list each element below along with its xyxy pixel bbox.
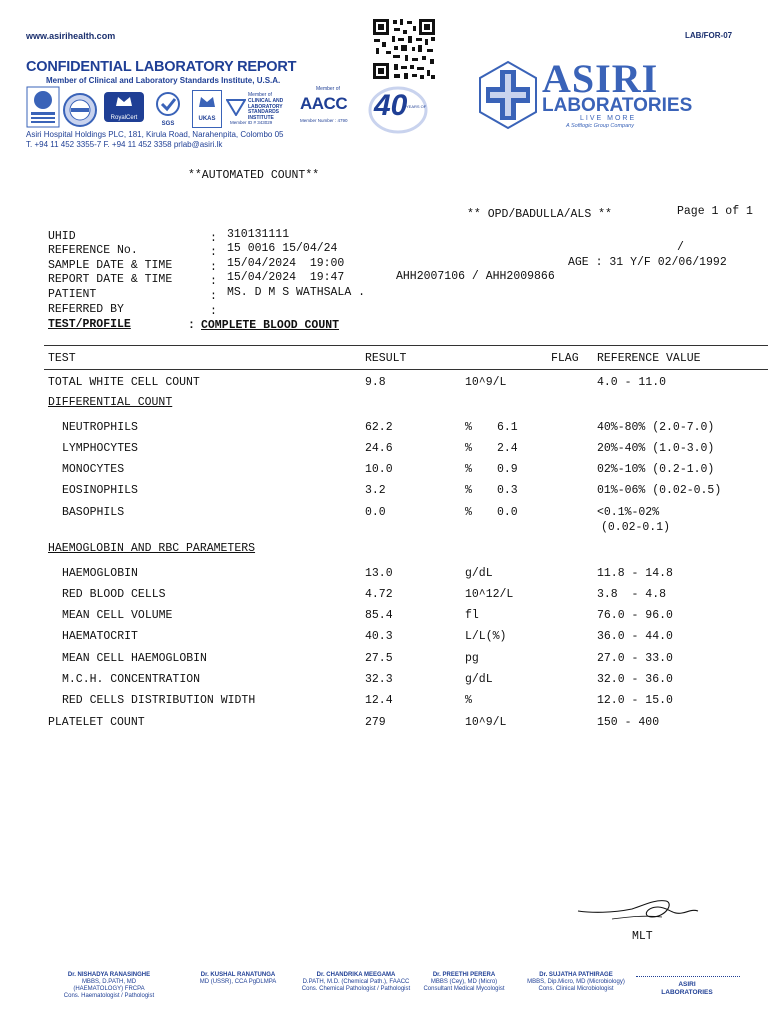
aacc-member-no: Member Number : 4790 — [300, 118, 348, 123]
footer-rule — [636, 976, 740, 977]
reference-value: 4.0 - 11.0 — [597, 376, 667, 389]
doctor-qualification: Cons. Haematologist / Pathologist — [63, 993, 155, 999]
clsi-member-id: Member ID # 343029 — [230, 120, 273, 125]
result-unit: % — [465, 694, 472, 707]
clsi-member-label: Member of — [248, 92, 272, 98]
column-test: TEST — [48, 352, 76, 365]
result-unit: % — [465, 463, 472, 476]
aacc-badge — [294, 86, 358, 126]
doctor-qualification: MD (USSR), CCA PgDLMPA — [199, 979, 277, 985]
field-colon: : — [210, 290, 217, 303]
aacc-label: AACC — [300, 94, 348, 113]
doctor-signature-block — [298, 972, 414, 993]
reference-value: 12.0 - 15.0 — [597, 694, 673, 707]
table-top-divider — [44, 345, 768, 346]
test-name: MONOCYTES — [62, 463, 125, 476]
sgs-label: SGS — [161, 121, 175, 127]
test-profile-colon: : — [188, 319, 195, 332]
footer-brand-sub: LABORATORIES — [661, 989, 713, 996]
test-name: LYMPHOCYTES — [62, 442, 138, 455]
royalcert-label: RoyalCert — [110, 115, 138, 121]
test-name: MEAN CELL HAEMOGLOBIN — [62, 652, 207, 665]
section-heading: DIFFERENTIAL COUNT — [48, 396, 173, 409]
field-value: MS. D M S WATHSALA . — [227, 286, 366, 299]
slash-mark: / — [677, 241, 684, 254]
address-line: Asiri Hospital Holdings PLC, 181, Kirula Road, Narahenpita, Colombo 05 — [26, 130, 284, 139]
field-value: 15/04/2024 19:00 — [227, 257, 345, 270]
field-value: 15/04/2024 19:47 — [227, 271, 345, 284]
reference-value: 76.0 - 96.0 — [597, 609, 673, 622]
result-unit: pg — [465, 652, 479, 665]
result-value: 0.0 — [365, 506, 386, 519]
field-colon: : — [210, 232, 217, 245]
royalcert-badge — [104, 92, 144, 122]
doctor-name: Dr. PREETHI PERERA — [432, 972, 496, 978]
clsi-label: CLINICAL AND LABORATORY STANDARDS INSTITUTE — [248, 98, 284, 121]
reference-value: <0.1%-02% — [597, 506, 660, 519]
ahh-numbers: AHH2007106 / AHH2009866 — [396, 270, 555, 283]
result-value: 3.2 — [365, 484, 386, 497]
doctor-qualification: Cons. Chemical Pathologist / Pathologist — [301, 986, 411, 992]
patient-age: AGE : 31 Y/F 02/06/1992 — [568, 256, 727, 269]
result-value: 9.8 — [365, 376, 386, 389]
result-unit: fl — [465, 609, 479, 622]
field-label: REFERENCE No. — [48, 244, 138, 257]
absolute-count: 2.4 — [497, 442, 518, 455]
doctor-qualification: Cons. Clinical Microbiologist — [538, 986, 614, 992]
result-value: 10.0 — [365, 463, 393, 476]
sgs-check-icon — [148, 92, 188, 116]
result-unit: % — [465, 506, 472, 519]
test-name: RED CELLS DISTRIBUTION WIDTH — [62, 694, 256, 707]
doctor-name: Dr. NISHADYA RANASINGHE — [67, 972, 151, 978]
doctor-qualification: MBBS, D.PATH, MD (HAEMATOLOGY) FRCPA — [73, 979, 145, 992]
reference-value: 150 - 400 — [597, 716, 660, 729]
ukas-crown-icon — [193, 91, 221, 111]
result-value: 27.5 — [365, 652, 393, 665]
aacc-member-label: Member of — [316, 86, 340, 92]
result-unit: 10^12/L — [465, 588, 514, 601]
field-value: 310131111 — [227, 228, 290, 241]
result-value: 32.3 — [365, 673, 393, 686]
forty-years-badge — [366, 84, 430, 134]
reference-value: 01%-06% (0.02-0.5) — [597, 484, 722, 497]
form-code: LAB/FOR-07 — [685, 31, 733, 40]
test-name: EOSINOPHILS — [62, 484, 138, 497]
test-name: NEUTROPHILS — [62, 421, 138, 434]
field-label: PATIENT — [48, 288, 97, 301]
result-unit: 10^9/L — [465, 376, 507, 389]
reference-value: 32.0 - 36.0 — [597, 673, 673, 686]
reference-value: 11.8 - 14.8 — [597, 567, 673, 580]
reference-value-line2: (0.02-0.1) — [601, 521, 671, 534]
absolute-count: 0.3 — [497, 484, 518, 497]
field-value: 15 0016 15/04/24 — [227, 242, 338, 255]
ukas-label: UKAS — [198, 116, 216, 122]
result-unit: % — [465, 421, 472, 434]
test-name: M.C.H. CONCENTRATION — [62, 673, 201, 686]
field-colon: : — [210, 246, 217, 259]
result-unit: g/dL — [465, 567, 493, 580]
result-value: 279 — [365, 716, 386, 729]
result-value: 13.0 — [365, 567, 393, 580]
doctor-qualification: Consultant Medical Mycologist — [423, 986, 505, 992]
result-unit: g/dL — [465, 673, 493, 686]
field-colon: : — [210, 275, 217, 288]
test-profile-label: TEST/PROFILE — [48, 318, 131, 331]
field-label: UHID — [48, 230, 76, 243]
test-name: RED BLOOD CELLS — [62, 588, 166, 601]
field-colon: : — [210, 305, 217, 318]
result-unit: 10^9/L — [465, 716, 507, 729]
doctor-qualification: MBBS (Cey), MD (Micro) — [430, 979, 498, 985]
field-label: SAMPLE DATE & TIME — [48, 259, 173, 272]
result-unit: % — [465, 484, 472, 497]
test-profile-value: COMPLETE BLOOD COUNT — [201, 319, 340, 332]
field-label: REFERRED BY — [48, 303, 124, 316]
anniversary-number: 40 — [374, 89, 408, 122]
doctor-signature-block — [418, 972, 510, 993]
test-name: HAEMOGLOBIN — [62, 567, 138, 580]
test-name: BASOPHILS — [62, 506, 125, 519]
reference-value: 36.0 - 44.0 — [597, 630, 673, 643]
sgs-badge — [148, 92, 188, 127]
column-flag: FLAG — [551, 352, 579, 365]
quality-seal-icon — [62, 92, 98, 128]
field-label: REPORT DATE & TIME — [48, 273, 173, 286]
reference-value: 40%-80% (2.0-7.0) — [597, 421, 715, 434]
absolute-count: 0.9 — [497, 463, 518, 476]
doctor-signature-block — [524, 972, 628, 993]
result-unit: L/L(%) — [465, 630, 507, 643]
address-block — [26, 130, 283, 150]
signature-icon — [572, 893, 702, 931]
column-result: RESULT — [365, 352, 407, 365]
anniversary-label: YEARS OF — [406, 104, 427, 109]
footer-brand — [656, 981, 718, 997]
report-title: CONFIDENTIAL LABORATORY REPORT — [26, 59, 297, 75]
reference-value: 27.0 - 33.0 — [597, 652, 673, 665]
column-reference: REFERENCE VALUE — [597, 352, 701, 365]
test-name: TOTAL WHITE CELL COUNT — [48, 376, 200, 389]
field-colon: : — [210, 261, 217, 274]
contact-line: T. +94 11 452 3355-7 F. +94 11 452 3358 prlab@asiri.lk — [26, 140, 223, 149]
result-value: 85.4 — [365, 609, 393, 622]
logo-tagline: LIVE MORE — [580, 115, 637, 122]
website-url[interactable]: www.asirihealth.com — [26, 31, 116, 41]
clsi-triangle-icon — [226, 98, 246, 116]
test-name: MEAN CELL VOLUME — [62, 609, 173, 622]
automated-count-label: **AUTOMATED COUNT** — [188, 169, 320, 182]
crown-icon — [104, 92, 144, 110]
result-value: 40.3 — [365, 630, 393, 643]
logo-subtitle: LABORATORIES — [542, 95, 693, 116]
page-indicator: Page 1 of 1 — [677, 205, 753, 218]
doctor-qualification: MBBS, Dip.Micro, MD (Microbiology) — [527, 979, 625, 985]
doctor-signature-block — [60, 972, 158, 1000]
logo-group: A Softlogic Group Company — [566, 123, 634, 129]
doctor-name: Dr. KUSHAL RANATUNGA — [200, 972, 276, 978]
member-line: Member of Clinical and Laboratory Standards Institute, U.S.A. — [46, 76, 281, 85]
result-value: 24.6 — [365, 442, 393, 455]
reference-value: 3.8 - 4.8 — [597, 588, 667, 601]
reference-value: 02%-10% (0.2-1.0) — [597, 463, 715, 476]
doctor-qualification: D.PATH, M.D. (Chemical Path.), FAACC — [302, 979, 410, 985]
clsi-badge — [226, 92, 292, 128]
result-value: 4.72 — [365, 588, 393, 601]
doctor-name: Dr. CHANDRIKA MEEGAMA — [316, 972, 396, 978]
result-unit: % — [465, 442, 472, 455]
mlt-label: MLT — [632, 930, 653, 943]
absolute-count: 6.1 — [497, 421, 518, 434]
result-value: 12.4 — [365, 694, 393, 707]
absolute-count: 0.0 — [497, 506, 518, 519]
test-name: PLATELET COUNT — [48, 716, 145, 729]
test-name: HAEMATOCRIT — [62, 630, 138, 643]
footer-brand-name: ASIRI — [678, 981, 696, 988]
ukas-badge — [192, 90, 222, 128]
reference-value: 20%-40% (1.0-3.0) — [597, 442, 715, 455]
asiri-logo-icon — [478, 60, 538, 130]
logo-name: ASIRI — [542, 56, 659, 101]
qr-code-icon — [372, 18, 436, 80]
doctor-name: Dr. SUJATHA PATHIRAGE — [539, 972, 613, 978]
result-value: 62.2 — [365, 421, 393, 434]
table-header-divider — [44, 369, 768, 370]
doctor-signature-block — [192, 972, 284, 986]
opd-label: ** OPD/BADULLA/ALS ** — [467, 208, 612, 221]
award-badge-icon — [26, 86, 60, 128]
section-heading: HAEMOGLOBIN AND RBC PARAMETERS — [48, 542, 256, 555]
